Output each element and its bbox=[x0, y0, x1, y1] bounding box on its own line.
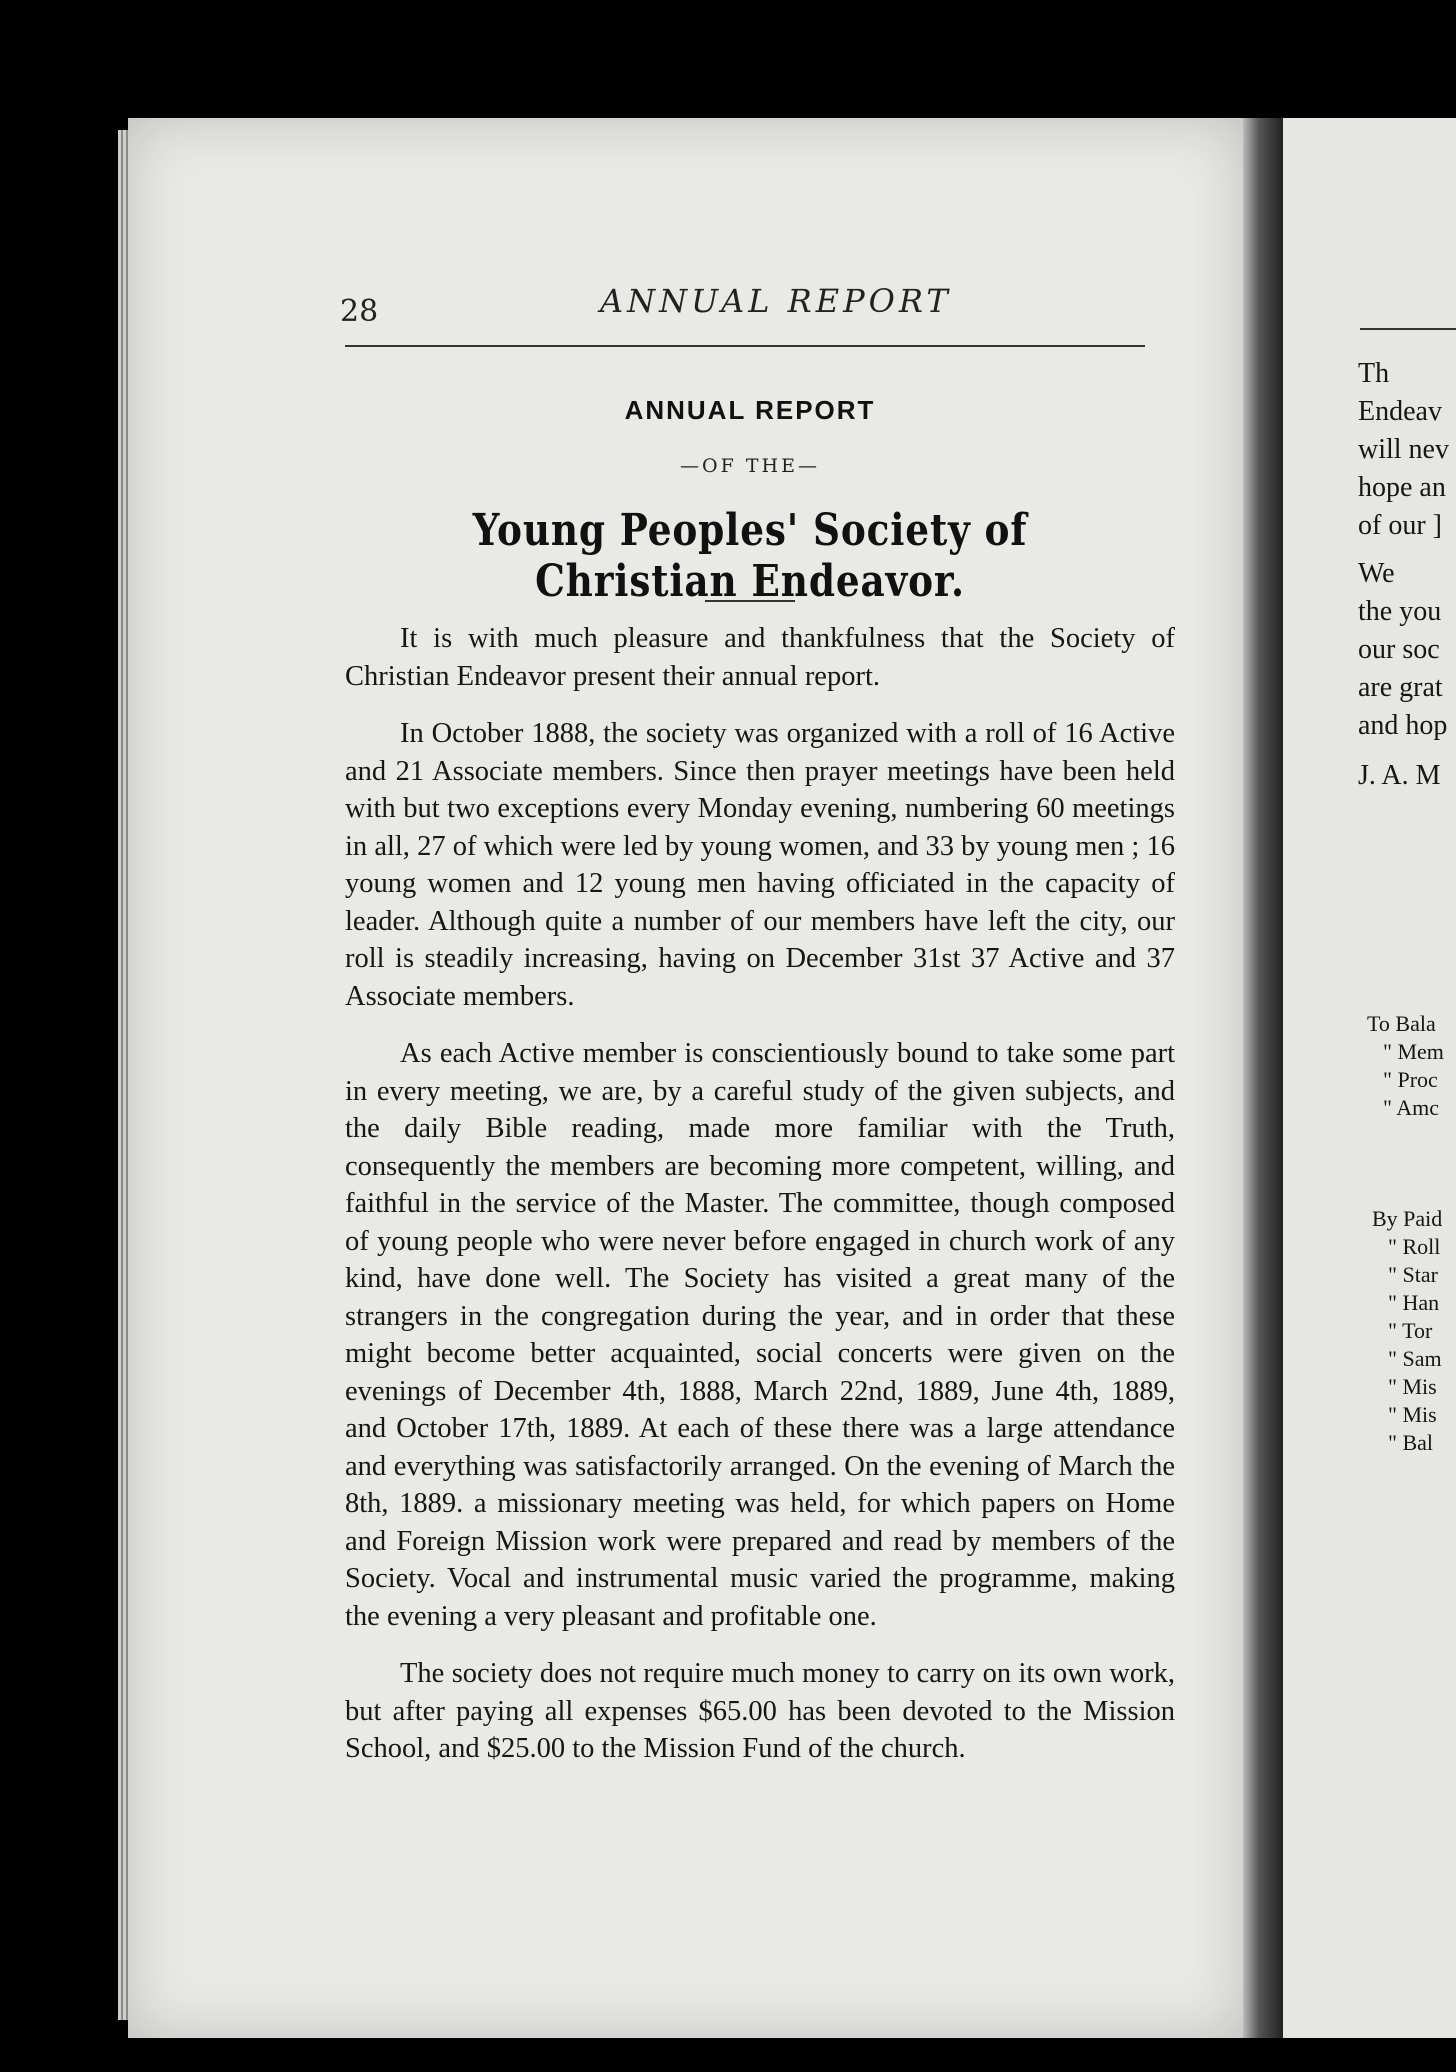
payment-item: By Paid bbox=[1372, 1206, 1443, 1231]
payment-item: " Mis bbox=[1388, 1374, 1437, 1399]
payment-item: " Sam bbox=[1388, 1346, 1442, 1371]
right-line: and hop bbox=[1358, 710, 1448, 741]
right-line: the you bbox=[1358, 596, 1442, 627]
receipt-item: " Proc bbox=[1383, 1067, 1438, 1092]
right-page-text bbox=[1358, 355, 1449, 795]
right-line-spacer bbox=[1358, 545, 1449, 555]
right-line-spacer bbox=[1358, 745, 1449, 757]
header-rule bbox=[345, 345, 1145, 347]
payment-item: " Han bbox=[1388, 1290, 1440, 1315]
receipts-list bbox=[1367, 1010, 1444, 1122]
running-title: ANNUAL REPORT bbox=[600, 282, 952, 320]
receipt-item: To Bala bbox=[1367, 1011, 1436, 1036]
report-heading: ANNUAL REPORT bbox=[624, 395, 876, 425]
paragraph-finances: The society does not require much money to carry on its own work, but after paying all expenses $65.00 has been devoted to the Mission School, and $25.00 to the Mission Fund of the church. bbox=[345, 1658, 1175, 1764]
paragraph-organization: In October 1888, the society was organized with a roll of 16 Active and 21 Associate members. Since then prayer meetings have been held with but two exceptions every Monday evening, numbering 60 meetings in all, 27 of which were led by young women, and 33 by young men ; 16 young women and 12 young men having officiated in the capacity of leader. Although quite a number of our members have left the city, our roll is steadily increasing, having on December 31st 37 Active and 37 Associate members. bbox=[345, 718, 1175, 1012]
page-number: 28 bbox=[340, 294, 379, 329]
right-line: We bbox=[1358, 558, 1395, 589]
right-line: will nev bbox=[1358, 434, 1449, 465]
book-gutter bbox=[1243, 118, 1283, 2038]
of-the-line: —OF THE— bbox=[680, 455, 820, 477]
payment-item: " Mis bbox=[1388, 1402, 1437, 1427]
right-line: our soc bbox=[1358, 634, 1440, 665]
payment-item: " Roll bbox=[1388, 1234, 1441, 1259]
payment-item: " Tor bbox=[1388, 1318, 1433, 1343]
paragraph-activities: As each Active member is conscientiously bound to take some part in every meeting, we are, by a careful study of the given subjects, and the daily Bible reading, made more familiar with the Truth, consequently the members are becoming more competent, willing, and faithful in the service of the Master. The committee, though composed of young people who were never before engaged in church work of any kind, have done well. The Society has visited a great many of the strangers in the congregation during the year, and in order that these might become better acquainted, social concerts were given on the evenings of December 4th, 1888, March 22nd, 1889, June 4th, 1889, and October 17th, 1889. At each of these there was a large attendance and everything was satisfactorily arranged. On the evening of March the 8th, 1889. a missionary meeting was held, for which papers on Home and Foreign Mission work were prepared and read by members of the Society. Vocal and instrumental music varied the programme, making the evening a very pleasant and profitable one. bbox=[345, 1038, 1175, 1632]
right-line: hope an bbox=[1358, 472, 1446, 503]
title-rule bbox=[705, 600, 795, 602]
right-line: Endeav bbox=[1358, 396, 1442, 427]
right-line: Th bbox=[1358, 358, 1390, 389]
right-line: J. A. M bbox=[1358, 760, 1441, 791]
right-line: are grat bbox=[1358, 672, 1443, 703]
report-body bbox=[345, 620, 1175, 1788]
paragraph-intro: It is with much pleasure and thankfulness that the Society of Christian Endeavor present their annual report. bbox=[345, 623, 1175, 692]
payments-list bbox=[1372, 1205, 1442, 1457]
right-header-rule bbox=[1360, 328, 1456, 330]
receipt-item: " Amc bbox=[1383, 1095, 1440, 1120]
right-line: of our ] bbox=[1358, 510, 1442, 541]
society-title: Young Peoples' Society of Christian Endeavor. bbox=[472, 505, 1028, 607]
payment-item: " Bal bbox=[1388, 1430, 1434, 1455]
receipt-item: " Mem bbox=[1383, 1039, 1444, 1064]
payment-item: " Star bbox=[1388, 1262, 1438, 1287]
